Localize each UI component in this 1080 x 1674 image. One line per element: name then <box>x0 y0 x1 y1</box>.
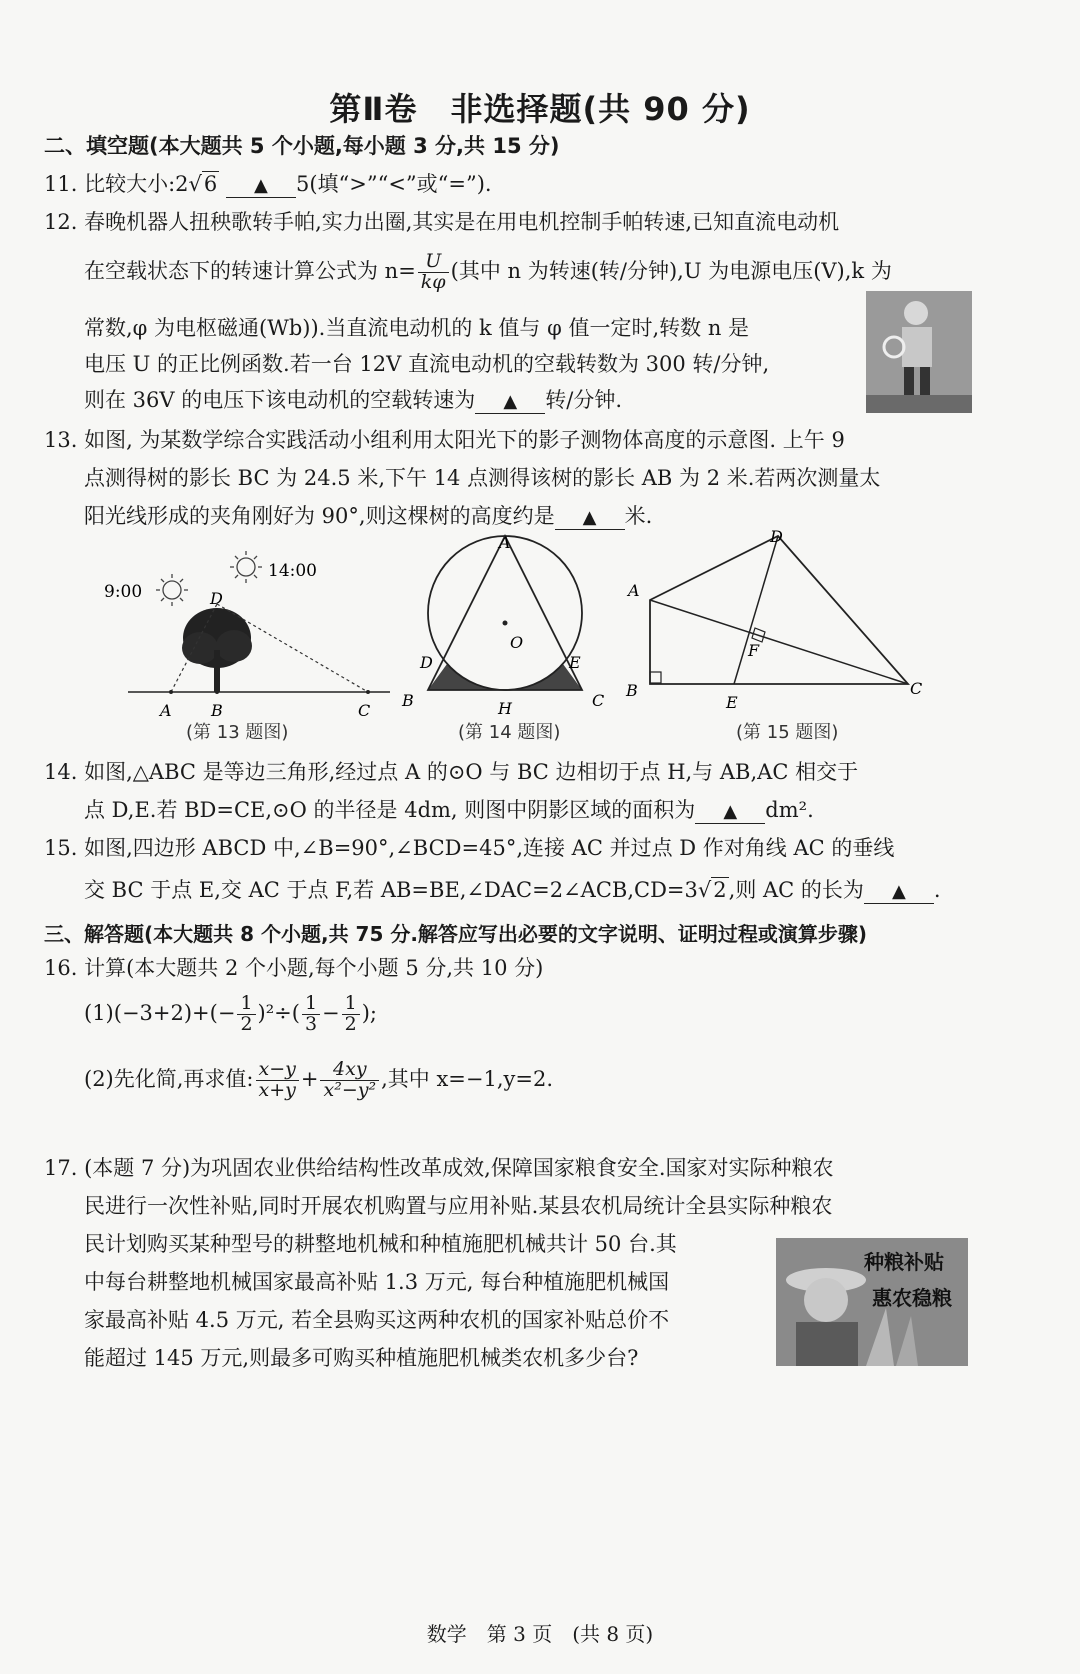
poster-slogan-2: 惠农稳粮 <box>872 1286 952 1310</box>
label-9am: 9:00 <box>104 582 143 602</box>
tree-icon <box>182 608 252 692</box>
answer-blank: ▲ <box>555 507 625 530</box>
robot-dancing-image <box>866 291 972 413</box>
q12-line2 <box>84 252 892 293</box>
answer-blank: ▲ <box>695 801 765 824</box>
page-footer: 数学 第 3 页 (共 8 页) <box>426 1622 654 1646</box>
q12-line4: 电压 U 的正比例函数.若一台 12V 直流电动机的空载转数为 300 转/分钟, <box>84 352 770 376</box>
q17-line4: 中每台耕整地机械国家最高补贴 1.3 万元, 每台种植施肥机械国 <box>84 1270 670 1294</box>
sun-9am-icon <box>156 574 188 606</box>
section-3-heading: 三、解答题(本大题共 8 个小题,共 75 分.解答应写出必要的文字说明、证明过程或演算步骤) <box>44 922 868 946</box>
question-11: 11. 比较大小:2√6 ▲ 5(填“>”“<”或“=”). <box>44 172 492 196</box>
page-title: 第Ⅱ卷 非选择题(共 90 分) <box>329 90 751 128</box>
q17-line6: 能超过 145 万元,则最多可购买种植施肥机械类农机多少台? <box>84 1346 639 1370</box>
poster-slogan-1: 种粮补贴 <box>864 1250 944 1274</box>
q12-line5: 则在 36V 的电压下该电动机的空载转速为 ▲ 转/分钟. <box>84 388 623 412</box>
figure-13 <box>100 540 400 730</box>
q12-line1: 12. 春晚机器人扭秧歌转手帕,实力出圈,其实是在用电机控制手帕转速,已知直流电动机 <box>44 210 840 234</box>
q17-line5: 家最高补贴 4.5 万元, 若全县购买这两种农机的国家补贴总价不 <box>84 1308 670 1332</box>
q15-line1: 15. 如图,四边形 ABCD 中,∠B=90°,∠BCD=45°,连接 AC 并过点 D 作对角线 AC 的垂线 <box>44 836 895 860</box>
q16-part1: (1)(−3+2)+(− $\frac{1}{2}$ )²÷( $\frac{1}{3}$ − $\frac{1}{2}$ ); <box>84 992 378 1035</box>
point-C: C <box>910 679 923 698</box>
q15-line2: 交 BC 于点 E,交 AC 于点 F,若 AB=BE,∠DAC=2∠ACB,CD=3√2,则 AC 的长为 ▲ . <box>84 878 941 902</box>
q12-line3: 常数,φ 为电枢磁通(Wb)).当直流电动机的 k 值与 φ 值一定时,转数 n 是 <box>84 316 750 340</box>
q12-formula-suffix: (其中 n 为转速(转/分钟),U 为电源电压(V),k 为 <box>450 258 892 283</box>
point-D: D <box>210 589 223 608</box>
label-2pm: 14:00 <box>268 561 317 581</box>
section-2-heading: 二、填空题(本大题共 5 个小题,每小题 3 分,共 15 分) <box>44 134 560 158</box>
sun-2pm-icon <box>230 551 262 583</box>
q16-part2: (2)先化简,再求值: $\frac{x-y}{x+y}$ + $\frac{4xy}{\text{x²−y²}}$ ,其中 x=−1,y=2. <box>84 1058 554 1101</box>
answer-blank: ▲ <box>864 881 934 904</box>
point-E: E <box>569 653 581 672</box>
grain-subsidy-poster <box>776 1238 968 1366</box>
q13-line1: 13. 如图, 为某数学综合实践活动小组利用太阳光下的影子测物体高度的示意图. 上午 9 <box>44 428 845 452</box>
segment-DE <box>734 536 778 684</box>
q17-line1: 17. (本题 7 分)为巩固农业供给结构性改革成效,保障国家粮食安全.国家对实际种粮农 <box>44 1156 834 1180</box>
point-E: E <box>726 693 738 712</box>
figure-13-caption: (第 13 题图) <box>186 722 289 743</box>
q12-formula-prefix: 在空载状态下的转速计算公式为 n= <box>84 258 416 283</box>
answer-blank: ▲ <box>226 175 296 198</box>
q14-line2: 点 D,E.若 BD=CE,⊙O 的半径是 4dm, 则图中阴影区域的面积为 ▲ dm². <box>84 798 814 822</box>
q15-radicand: 2 <box>713 878 727 902</box>
q16-heading: 16. 计算(本大题共 2 个小题,每个小题 5 分,共 10 分) <box>44 956 544 980</box>
point-O: O <box>510 633 524 652</box>
point-A: A <box>628 581 640 600</box>
point-D: D <box>420 653 433 672</box>
point-B: B <box>402 691 414 710</box>
point-C: C <box>358 701 371 720</box>
figure-14-caption: (第 14 题图) <box>458 722 561 743</box>
q14-line1: 14. 如图,△ABC 是等边三角形,经过点 A 的⊙O 与 BC 边相切于点 H,与 AB,AC 相交于 <box>44 760 859 784</box>
q17-line3: 民计划购买某种型号的耕整地机械和种植施肥机械共计 50 台.其 <box>84 1232 677 1256</box>
speed-formula-fraction: $\frac{U}{k\varphi}$ <box>418 252 449 293</box>
point-A: A <box>160 701 172 720</box>
point-C: C <box>592 691 605 710</box>
q13-line3: 阳光线形成的夹角刚好为 90°,则这棵树的高度约是 ▲ 米. <box>84 504 653 528</box>
q11-suffix: 5(填“>”“<”或“=”). <box>295 172 492 196</box>
figure-15 <box>618 522 940 718</box>
point-B: B <box>626 681 638 700</box>
right-angle-B <box>650 672 661 683</box>
robot-photo <box>866 291 972 413</box>
q11-prefix: 11. 比较大小:2 <box>44 172 189 196</box>
answer-blank: ▲ <box>475 391 545 414</box>
diagonal-AC <box>650 600 908 684</box>
q11-radicand: 6 <box>203 172 218 196</box>
circle-O <box>428 536 582 690</box>
figure-14 <box>398 528 612 718</box>
figure-15-caption: (第 15 题图) <box>736 722 839 743</box>
point-D: D <box>770 527 783 546</box>
point-H: H <box>498 699 512 718</box>
point-B: B <box>211 701 223 720</box>
q17-line2: 民进行一次性补贴,同时开展农机购置与应用补贴.某县农机局统计全县实际种粮农 <box>84 1194 833 1218</box>
quadrilateral-ABCD <box>650 536 908 684</box>
point-A: A <box>499 533 511 552</box>
point-F: F <box>748 641 760 660</box>
q13-line2: 点测得树的影长 BC 为 24.5 米,下午 14 点测得该树的影长 AB 为 2 米.若两次测量太 <box>84 466 881 490</box>
